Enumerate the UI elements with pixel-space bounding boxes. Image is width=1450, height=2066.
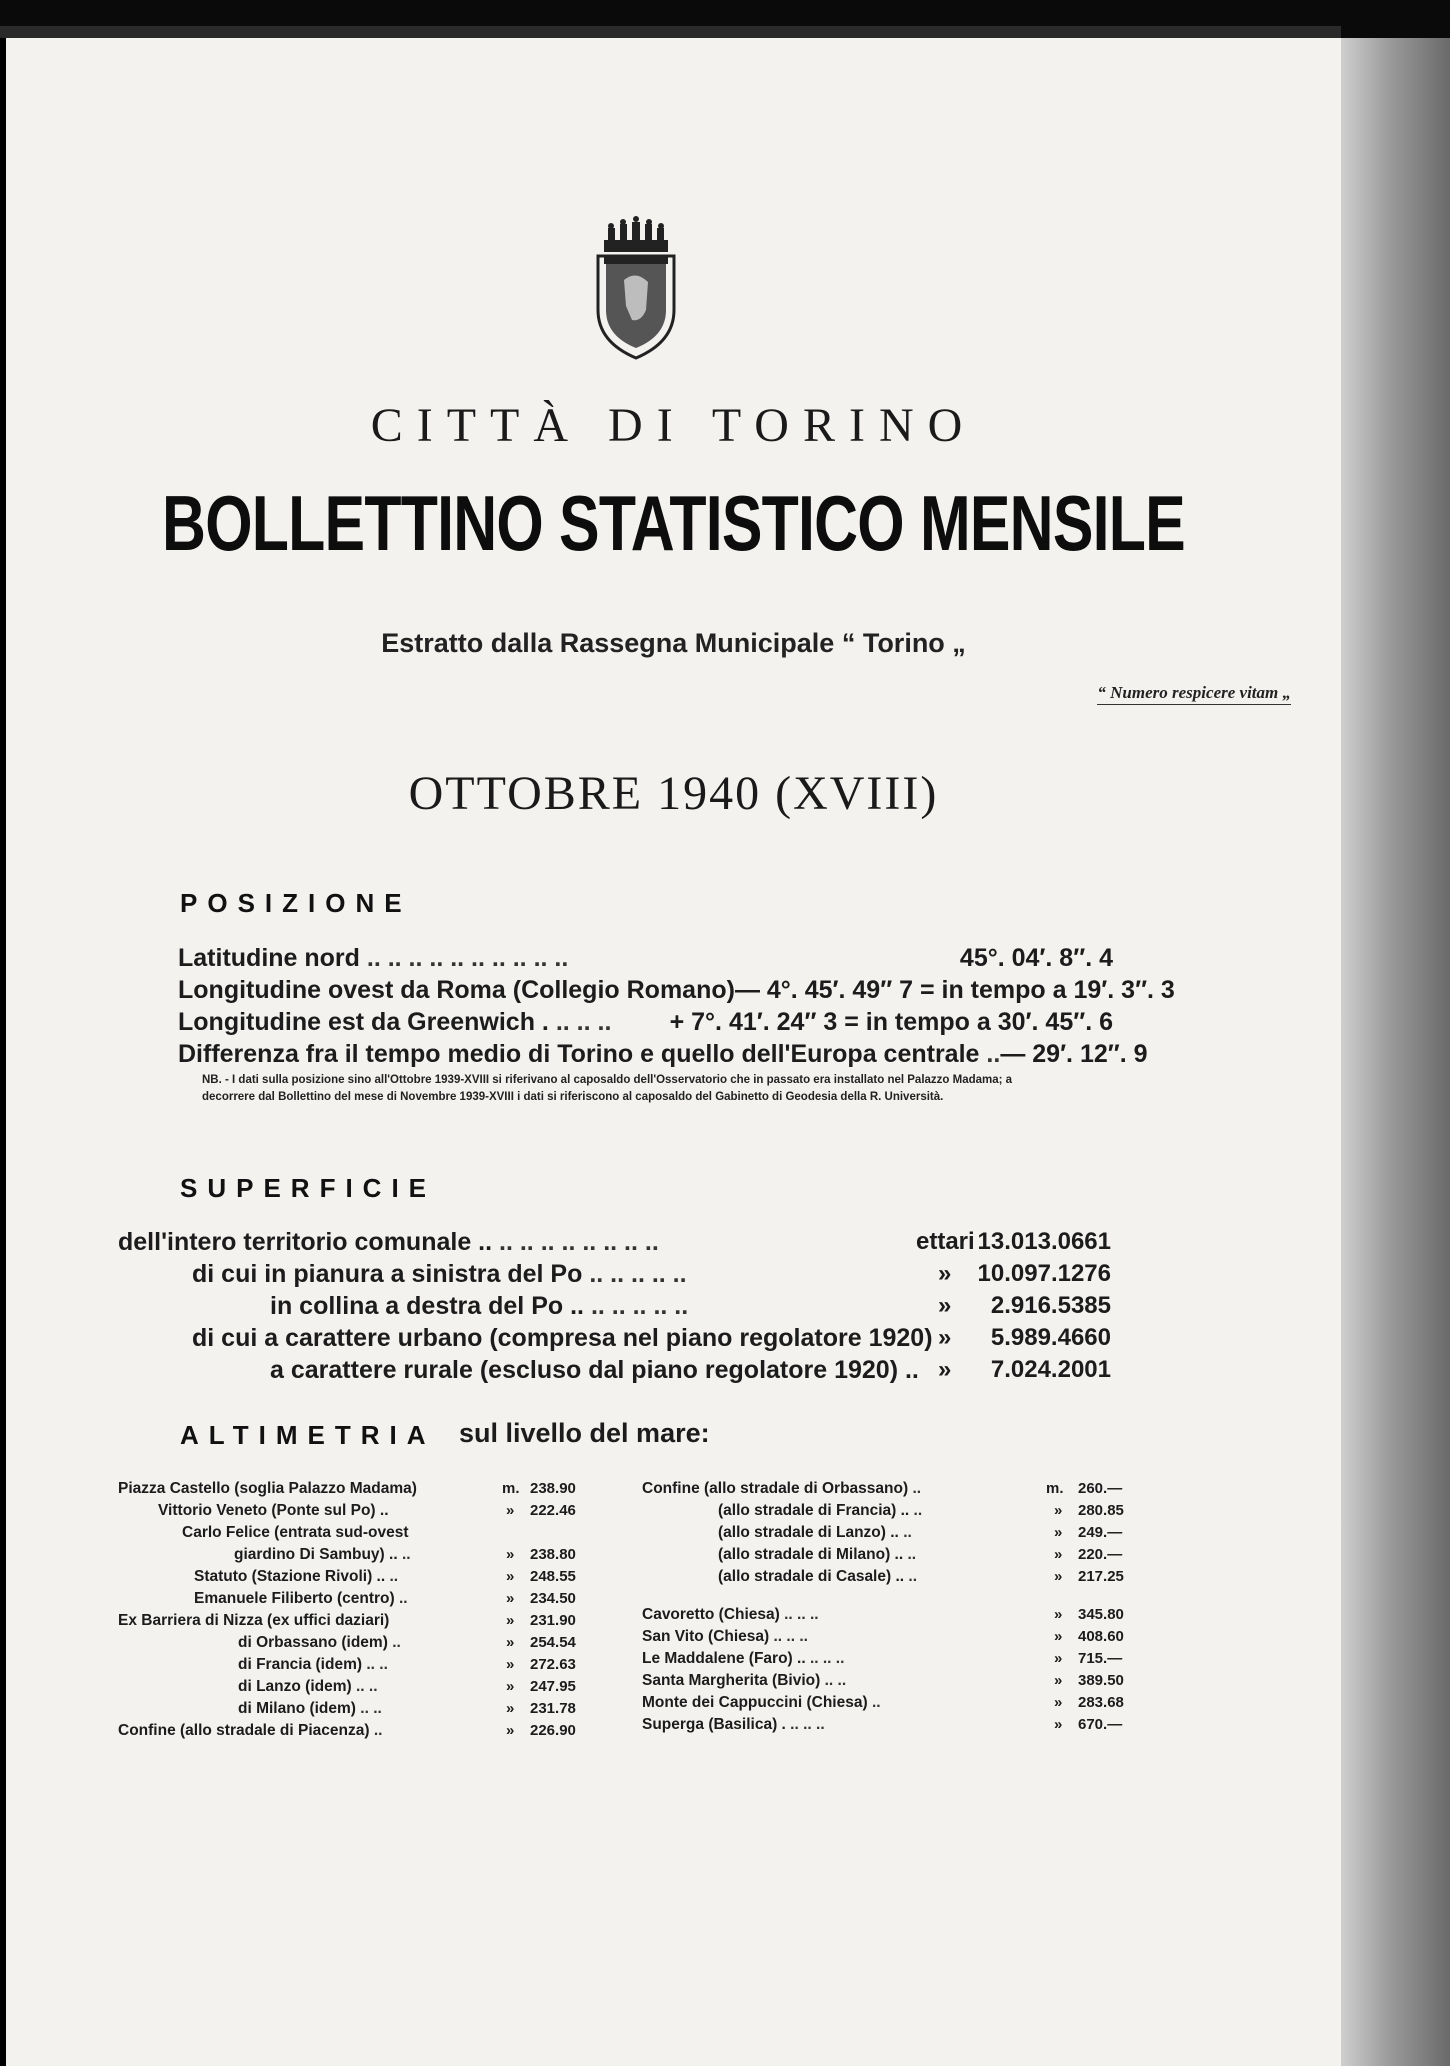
leader-dots: .. .. .. .. .. <box>589 1260 687 1288</box>
surface-unit: » <box>938 1356 952 1383</box>
altitude-unit: » <box>1054 1502 1063 1519</box>
altitude-row <box>238 1634 401 1652</box>
altitude-value: 249.— <box>1078 1524 1123 1541</box>
issue-date: OTTOBRE 1940 (XVIII) <box>408 767 939 820</box>
altitude-row <box>118 1722 382 1740</box>
scan-right-edge <box>1341 38 1450 2066</box>
altitude-row <box>642 1606 819 1624</box>
altitude-label: Cavoretto (Chiesa) <box>642 1606 780 1623</box>
altitude-unit: » <box>506 1568 515 1585</box>
position-value: 45°. 04′. 8″. 4 <box>959 944 1113 972</box>
position-note: NB. - I dati sulla posizione sino all'Ottobre 1939-XVIII si riferivano al caposaldo dell'Osservatorio che in passato era installato nel Palazzo Madama; a decorrere dal Bollettino del mese di Novembre 1939-XVIII i dati si riferiscono al caposaldo del Gabinetto di Geodesia della R. Università. <box>202 1074 1013 1103</box>
surface-row <box>192 1260 687 1289</box>
altitude-unit: » <box>506 1502 515 1519</box>
altitude-value: 254.54 <box>530 1634 576 1651</box>
leader-dots: .. .. <box>355 1678 378 1695</box>
altitude-label: di Orbassano (idem) <box>238 1634 388 1651</box>
altitude-label: (allo stradale di Lanzo) .. <box>718 1524 899 1541</box>
surface-value: 7.024.2001 <box>990 1356 1111 1383</box>
altitude-label: San Vito (Chiesa) <box>642 1628 770 1645</box>
altitude-row <box>158 1502 389 1520</box>
surface-unit: ettari <box>916 1228 975 1255</box>
altitude-label: (allo stradale di Casale) .. <box>718 1568 905 1585</box>
surface-label: a carattere rurale (escluso dal piano regolatore 1920) .. <box>270 1356 919 1384</box>
altitude-value: 272.63 <box>530 1656 576 1673</box>
leader-dots: .. .. .. <box>809 1650 845 1667</box>
altitude-value: 670.— <box>1078 1716 1123 1733</box>
leader-dots: .. <box>907 1546 917 1563</box>
altitude-unit: » <box>1054 1546 1063 1563</box>
surface-label: di cui in pianura a sinistra del Po <box>192 1260 583 1288</box>
altitude-label: Le Maddalene (Faro) .. <box>642 1650 806 1667</box>
altitude-value: 226.90 <box>530 1722 576 1739</box>
surface-label: dell'intero territorio comunale .. <box>118 1228 493 1256</box>
surface-label: in collina a destra del Po .. <box>270 1292 584 1320</box>
altitude-row <box>118 1612 389 1630</box>
altitude-row <box>718 1502 922 1520</box>
altitude-unit: » <box>1054 1628 1063 1645</box>
altitude-label: (allo stradale di Francia) .. <box>718 1502 910 1519</box>
altitude-row <box>238 1678 378 1696</box>
altitude-value: 715.— <box>1078 1650 1123 1667</box>
altitude-unit: m. <box>502 1480 520 1497</box>
altitude-unit: » <box>1054 1672 1063 1689</box>
altitude-value: 234.50 <box>530 1590 576 1607</box>
altitude-row <box>194 1590 408 1608</box>
altitude-label: Monte dei Cappuccini (Chiesa) <box>642 1694 868 1711</box>
altitude-row <box>642 1628 808 1646</box>
position-row <box>178 976 1175 1005</box>
surface-unit: » <box>938 1292 952 1319</box>
position-row <box>178 1040 1148 1069</box>
position-value: — 29′. 12″. 9 <box>1000 1040 1148 1068</box>
altitude-unit: » <box>1054 1694 1063 1711</box>
leader-dots: .. <box>908 1568 918 1585</box>
motto: “ Numero respicere vitam „ <box>1097 683 1291 705</box>
surface-row <box>270 1356 919 1385</box>
altitude-label: Confine (allo stradale di Orbassano) <box>642 1480 909 1497</box>
altitude-unit: » <box>1054 1606 1063 1623</box>
altitude-row <box>238 1656 388 1674</box>
leader-dots: .. .. .. .. .. .. .. .. .. .. <box>366 944 569 972</box>
scan-top-stripe <box>0 26 1341 38</box>
altitude-unit: » <box>1054 1524 1063 1541</box>
altitude-row <box>642 1480 921 1498</box>
altitude-label: (allo stradale di Milano) .. <box>718 1546 904 1563</box>
altitude-row <box>642 1672 846 1690</box>
position-label: Latitudine nord <box>178 944 360 972</box>
section-heading-altimetria: ALTIMETRIA <box>180 1420 436 1450</box>
crest-icon <box>586 210 686 360</box>
altitude-label: Statuto (Stazione Rivoli) .. <box>194 1568 386 1585</box>
leader-dots: .. .. <box>366 1656 388 1673</box>
extract-line: Estratto dalla Rassegna Municipale “ Torino „ <box>381 628 966 658</box>
altitude-value: 283.68 <box>1078 1694 1124 1711</box>
altitude-unit: » <box>506 1678 515 1695</box>
leader-dots: .. .. .. <box>773 1628 808 1645</box>
altitude-row <box>182 1524 409 1542</box>
altitude-value: 389.50 <box>1078 1672 1124 1689</box>
altitude-value: 345.80 <box>1078 1606 1124 1623</box>
city-name: CITTÀ DI TORINO <box>370 399 977 452</box>
leader-dots: .. .. <box>360 1700 382 1717</box>
altitude-row <box>642 1716 825 1734</box>
leader-dots: .. .. .. <box>790 1716 825 1733</box>
leader-dots: .. .. .. <box>784 1606 819 1623</box>
altitude-value: 217.25 <box>1078 1568 1124 1585</box>
altitude-row <box>238 1700 382 1718</box>
altitude-label: Emanuele Filiberto (centro) <box>194 1590 395 1607</box>
position-label: Differenza fra il tempo medio di Torino e quello dell'Europa centrale <box>178 1040 980 1068</box>
altitude-unit: » <box>1054 1650 1063 1667</box>
leader-dots: .. <box>986 1040 1001 1068</box>
leader-dots: .. <box>392 1634 401 1651</box>
altitude-value: 248.55 <box>530 1568 576 1585</box>
leader-dots: .. .. <box>824 1672 847 1689</box>
altitude-value: 231.78 <box>530 1700 576 1717</box>
altimetria-subtitle: sul livello del mare: <box>459 1418 710 1448</box>
position-value: — 4°. 45′. 49″ 7 = in tempo a 19′. 3″. 3 <box>734 976 1175 1004</box>
surface-unit: » <box>938 1324 952 1351</box>
altitude-value: 222.46 <box>530 1502 576 1519</box>
leader-dots: .. <box>401 1546 411 1563</box>
position-label: Longitudine ovest da Roma (Collegio Romano) <box>178 976 735 1004</box>
surface-label: di cui a carattere urbano (compresa nel piano regolatore 1920) <box>192 1324 933 1352</box>
altitude-unit: m. <box>1046 1480 1064 1497</box>
leader-dots: .. <box>373 1722 383 1739</box>
altitude-unit: » <box>506 1590 515 1607</box>
altitude-value: 247.95 <box>530 1678 576 1695</box>
altitude-unit: » <box>506 1546 515 1563</box>
altitude-label: giardino Di Sambuy) .. <box>234 1546 398 1563</box>
altitude-label: Santa Margherita (Bivio) <box>642 1672 821 1689</box>
surface-row <box>118 1228 659 1257</box>
altitude-row <box>718 1568 917 1586</box>
surface-value: 10.097.1276 <box>977 1260 1111 1287</box>
altitude-label: di Francia (idem) <box>238 1656 363 1673</box>
altitude-unit: » <box>506 1656 515 1673</box>
surface-value: 2.916.5385 <box>990 1292 1111 1319</box>
altitude-row <box>194 1568 398 1586</box>
leader-dots: .. .. .. <box>555 1008 612 1036</box>
surface-row <box>270 1292 688 1321</box>
altitude-unit: » <box>506 1722 515 1739</box>
altitude-row <box>234 1546 411 1564</box>
altitude-value: 220.— <box>1078 1546 1123 1563</box>
altitude-label: Vittorio Veneto (Ponte sul Po) .. <box>158 1502 389 1519</box>
altitude-label: Superga (Basilica) . <box>642 1716 786 1733</box>
surface-unit: » <box>938 1260 952 1287</box>
leader-dots: .. .. .. .. .. <box>590 1292 689 1320</box>
altitude-label: Ex Barriera di Nizza (ex uffici daziari) <box>118 1612 390 1629</box>
leader-dots: .. <box>389 1568 399 1585</box>
altitude-value: 231.90 <box>530 1612 576 1629</box>
altitude-row <box>118 1480 417 1498</box>
position-label: Longitudine est da Greenwich . <box>178 1008 549 1036</box>
surface-value: 13.013.0661 <box>977 1228 1111 1255</box>
altitude-unit: » <box>1054 1568 1063 1585</box>
section-heading-superficie: SUPERFICIE <box>180 1173 437 1203</box>
altitude-value: 238.90 <box>530 1480 576 1497</box>
altitude-unit: » <box>506 1634 515 1651</box>
altitude-unit: » <box>506 1612 515 1629</box>
altitude-label: di Milano (idem) <box>238 1700 356 1717</box>
altitude-row <box>642 1650 844 1668</box>
altitude-label: Piazza Castello (soglia Palazzo Madama) <box>118 1480 417 1497</box>
altitude-unit: » <box>506 1700 515 1717</box>
position-row <box>178 1008 1113 1037</box>
altitude-label: di Lanzo (idem) <box>238 1678 352 1695</box>
surface-row <box>192 1324 933 1353</box>
bulletin-title: BOLLETTINO STATISTICO MENSILE <box>162 479 1185 567</box>
altitude-row <box>642 1694 881 1712</box>
altitude-row <box>718 1524 912 1542</box>
altitude-row <box>718 1546 916 1564</box>
document-page <box>6 38 1341 2066</box>
leader-dots: .. .. .. .. .. .. .. .. <box>499 1228 659 1256</box>
leader-dots: .. <box>912 1480 922 1497</box>
leader-dots: .. <box>398 1590 408 1607</box>
altitude-value: 408.60 <box>1078 1628 1124 1645</box>
leader-dots: .. <box>871 1694 881 1711</box>
altitude-value: 280.85 <box>1078 1502 1124 1519</box>
altitude-unit: » <box>1054 1716 1063 1733</box>
altitude-value: 238.80 <box>530 1546 576 1563</box>
altitude-label: Confine (allo stradale di Piacenza) <box>118 1722 370 1739</box>
altitude-label: Carlo Felice (entrata sud-ovest <box>182 1524 409 1541</box>
altitude-value: 260.— <box>1078 1480 1123 1497</box>
surface-value: 5.989.4660 <box>990 1324 1111 1351</box>
position-value: + 7°. 41′. 24″ 3 = in tempo a 30′. 45″. 6 <box>669 1008 1113 1036</box>
section-heading-posizione: POSIZIONE <box>180 888 412 918</box>
leader-dots: .. <box>903 1524 912 1541</box>
position-row <box>178 944 1113 973</box>
leader-dots: .. <box>913 1502 923 1519</box>
